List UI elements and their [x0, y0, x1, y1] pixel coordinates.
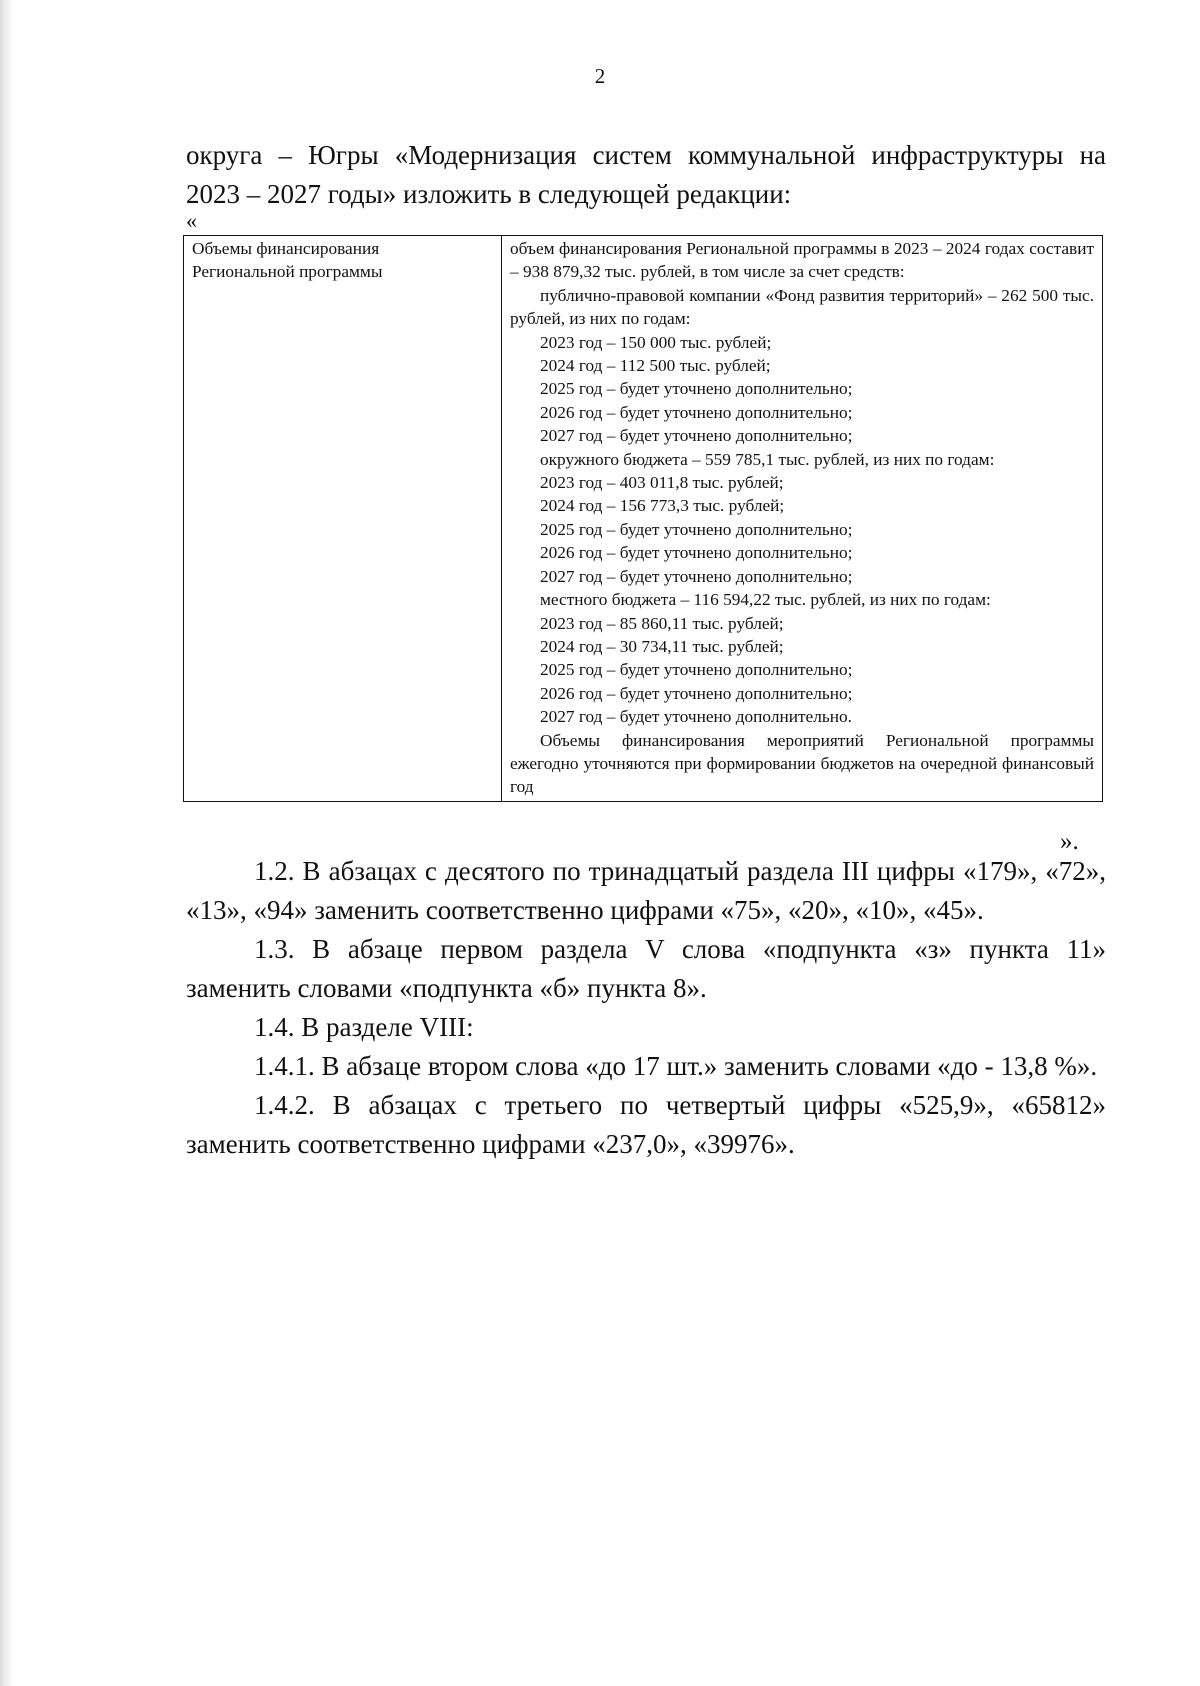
left-cell-line-2: Региональной программы	[192, 262, 383, 282]
amendment-paragraphs	[186, 852, 1106, 1164]
local-amount: местного бюджета – 116 594,22 тыс. рублей, из них по годам:	[540, 590, 991, 610]
okrug-amount: окружного бюджета – 559 785,1 тыс. рублей, из них по годам:	[540, 449, 995, 469]
okrug-year-2024: 2024 год – 156 773,3 тыс. рублей;	[540, 496, 785, 516]
okrug-year-2026: 2026 год – будет уточнено дополнительно;	[540, 543, 853, 563]
fund-amount: публично-правовой компании «Фонд развития территорий» – 262 500 тыс. рублей, из них по годам:	[510, 285, 1094, 329]
scan-edge	[0, 0, 14, 1686]
table-right-cell	[502, 236, 1103, 802]
table-row	[184, 236, 1103, 802]
opening-quote: «	[186, 208, 197, 233]
fund-year-2023: 2023 год – 150 000 тыс. рублей;	[540, 332, 772, 352]
paragraph-1-3: 1.3. В абзаце первом раздела V слова «подпункта «з» пункта 11» заменить словами «подпункта «б» пункта 8».	[186, 934, 1106, 1003]
paragraph-1-4: 1.4. В разделе VIII:	[254, 1012, 474, 1042]
local-year-2025: 2025 год – будет уточнено дополнительно;	[540, 660, 853, 680]
okrug-year-2027: 2027 год – будет уточнено дополнительно;	[540, 566, 853, 586]
financing-intro: объем финансирования Региональной программы в 2023 – 2024 годах составит – 938 879,32 тыс. рублей, в том числе за счет средств:	[510, 239, 1094, 282]
local-year-2024: 2024 год – 30 734,11 тыс. рублей;	[540, 636, 784, 656]
paragraph-1-4-1: 1.4.1. В абзаце втором слова «до 17 шт.» заменить словами «до - 13,8 %».	[254, 1051, 1098, 1081]
intro-line-1: округа – Югры «Модернизация систем коммунальной инфраструктуры на	[186, 140, 1106, 170]
okrug-year-2023: 2023 год – 403 011,8 тыс. рублей;	[540, 473, 784, 493]
page-number: 2	[594, 64, 606, 88]
fund-year-2026: 2026 год – будет уточнено дополнительно;	[540, 402, 853, 422]
left-cell-line-1: Объемы финансирования	[192, 239, 380, 258]
financing-note: Объемы финансирования мероприятий Региональной программы ежегодно уточняются при формировании бюджетов на очередной финансовый год	[510, 730, 1094, 797]
paragraph-1-4-2: 1.4.2. В абзацах с третьего по четвертый цифры «525,9», «65812» заменить соответственно цифрами «237,0», «39976».	[186, 1090, 1106, 1159]
table-left-cell	[184, 236, 502, 802]
paragraph-1-2: 1.2. В абзацах с десятого по тринадцатый раздела III цифры «179», «72», «13», «94» заменить соответственно цифрами «75», «20», «10», «45».	[186, 856, 1106, 925]
fund-year-2025: 2025 год – будет уточнено дополнительно;	[540, 379, 853, 399]
local-year-2023: 2023 год – 85 860,11 тыс. рублей;	[540, 613, 784, 633]
financing-table	[183, 235, 1103, 802]
fund-year-2024: 2024 год – 112 500 тыс. рублей;	[540, 356, 771, 376]
okrug-year-2025: 2025 год – будет уточнено дополнительно;	[540, 519, 853, 539]
intro-line-2: 2023 – 2027 годы» изложить в следующей редакции:	[186, 179, 792, 209]
fund-year-2027: 2027 год – будет уточнено дополнительно;	[540, 426, 853, 446]
local-year-2027: 2027 год – будет уточнено дополнительно.	[540, 707, 852, 727]
local-year-2026: 2026 год – будет уточнено дополнительно;	[540, 683, 853, 703]
intro-paragraph	[186, 136, 1106, 214]
closing-quote: ».	[1060, 828, 1079, 855]
